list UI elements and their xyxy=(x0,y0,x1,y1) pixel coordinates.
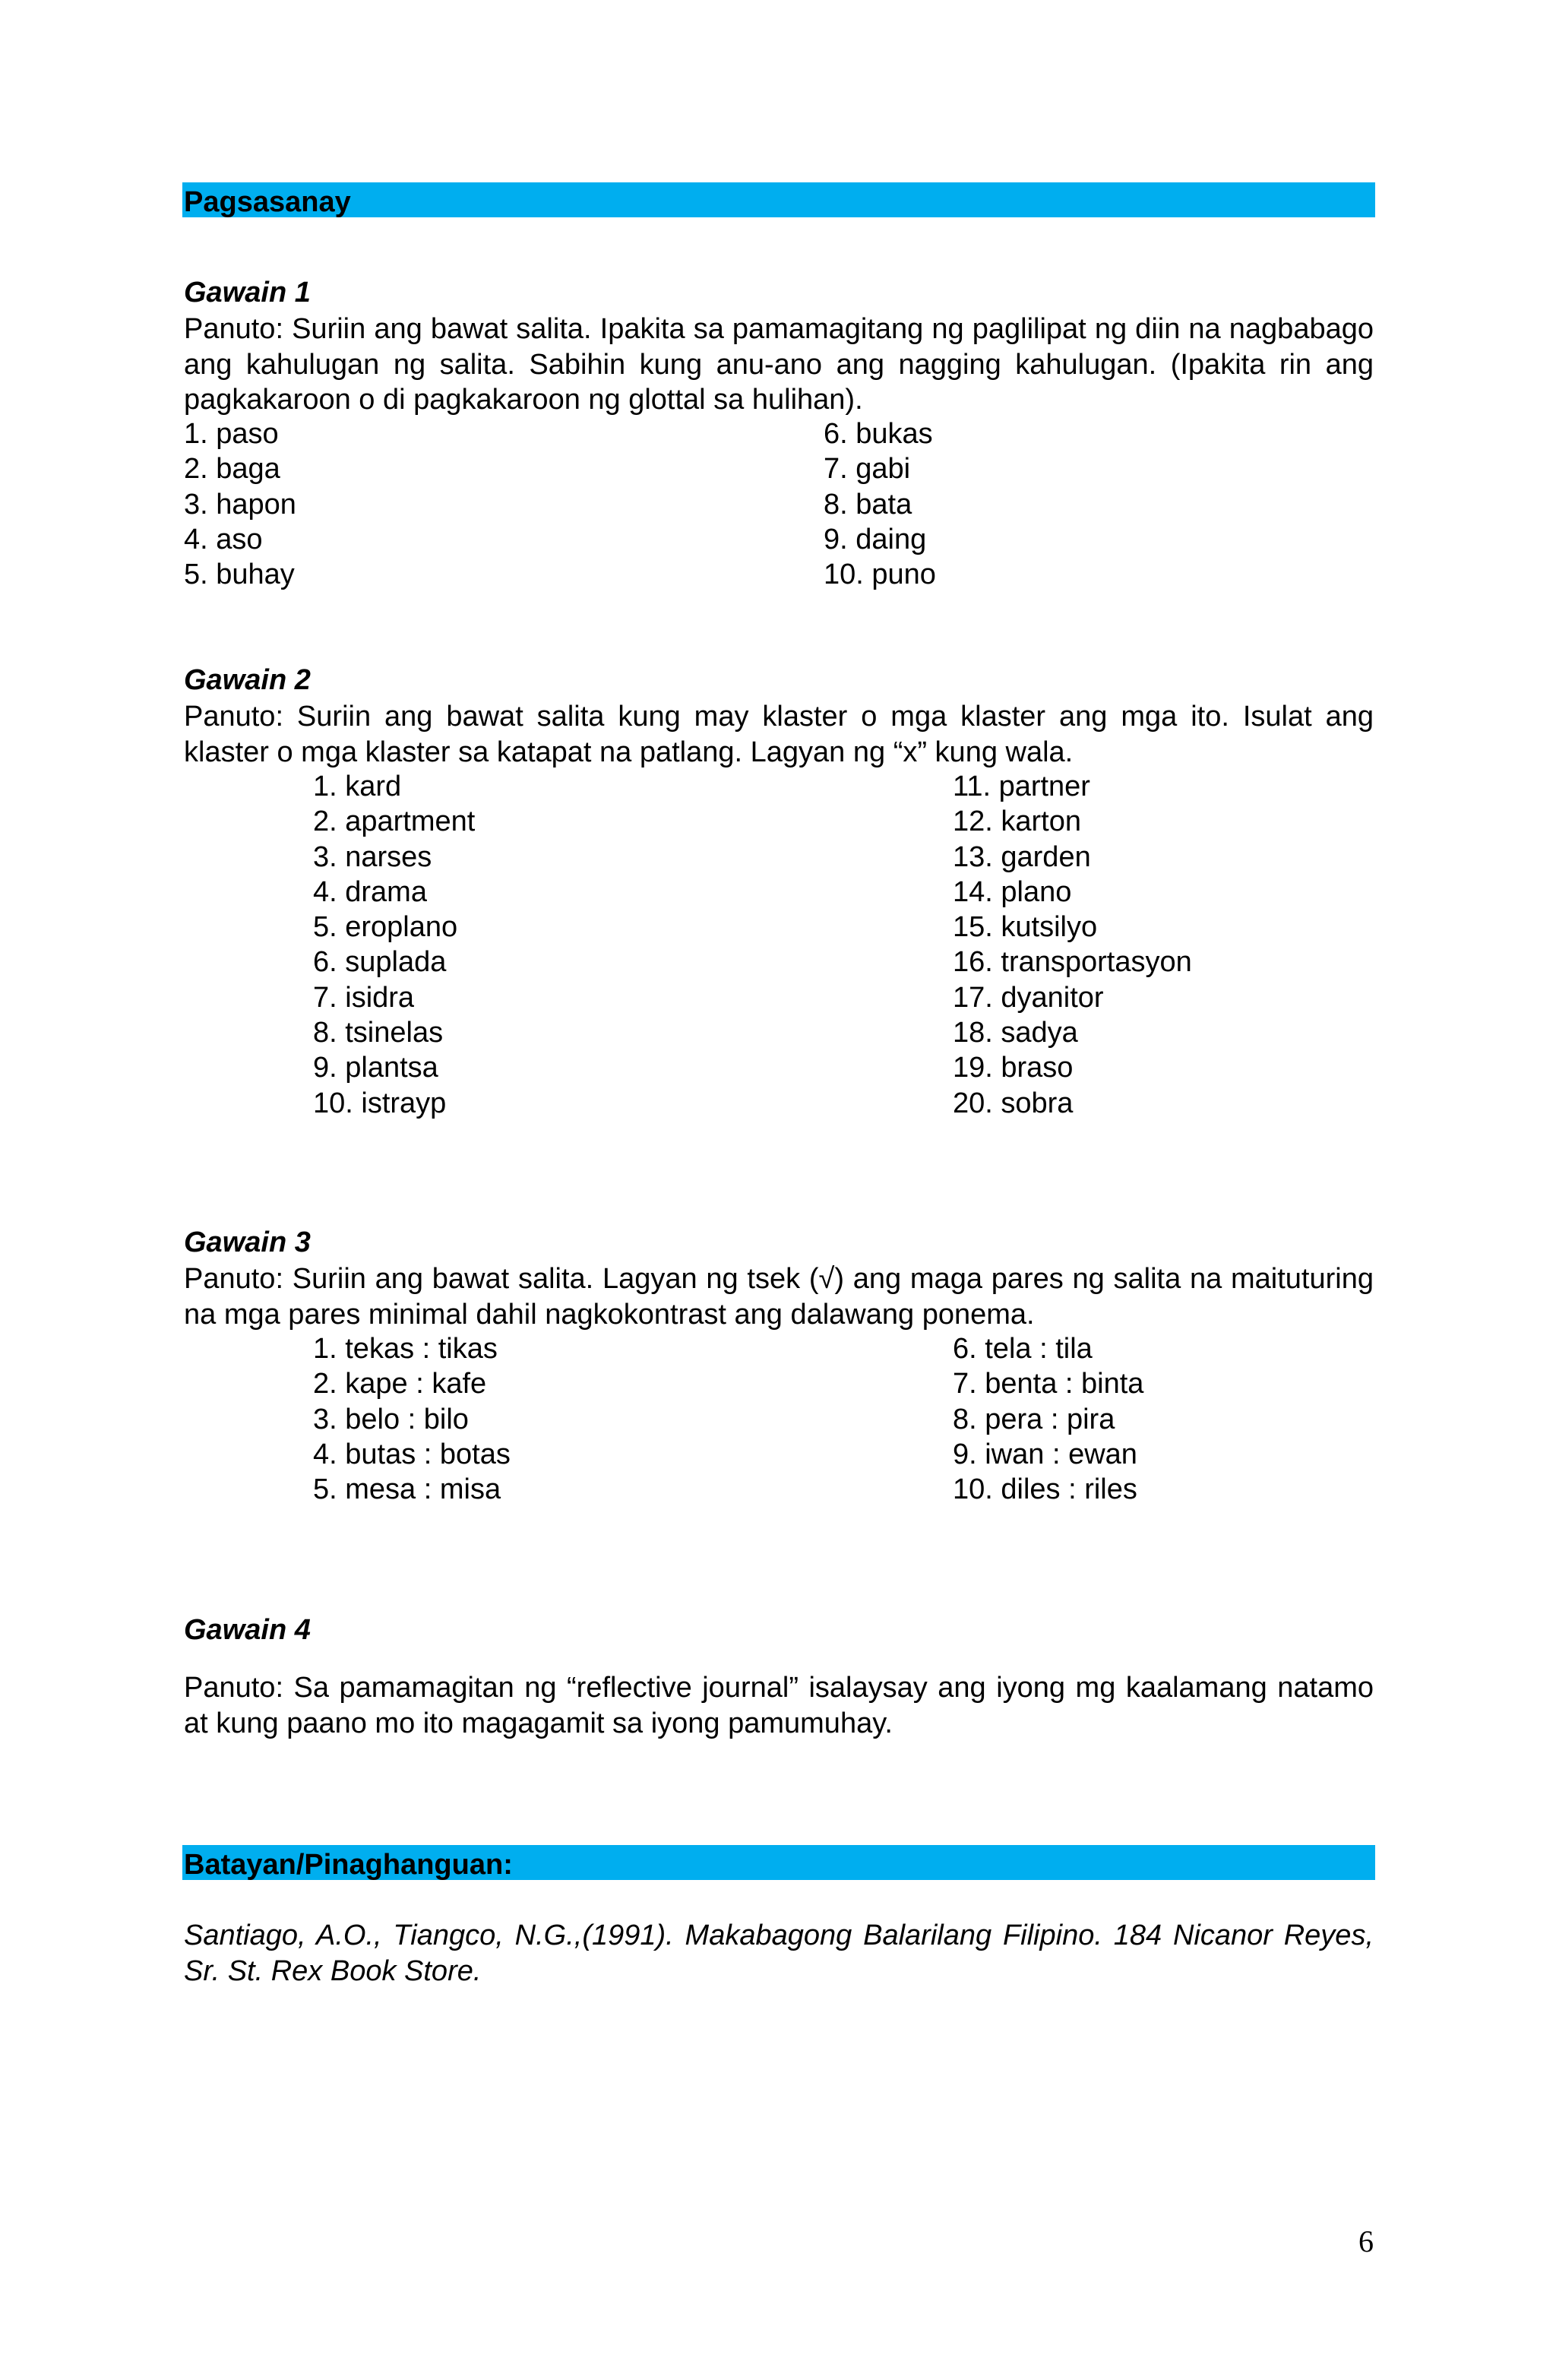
list-item: 13. garden xyxy=(953,840,1091,873)
gawain-3-list-left xyxy=(313,1331,511,1507)
gawain-1-title: Gawain 1 xyxy=(184,277,311,309)
list-item: 9. daing xyxy=(824,523,927,555)
list-item: 3. belo : bilo xyxy=(313,1403,469,1435)
gawain-2-list-right xyxy=(953,769,1192,1121)
section-title-batayan: Batayan/Pinaghanguan: xyxy=(184,1849,513,1881)
list-item: 1. tekas : tikas xyxy=(313,1333,498,1365)
list-item: 20. sobra xyxy=(953,1087,1074,1119)
list-item: 1. paso xyxy=(184,418,279,450)
list-item: 10. diles : riles xyxy=(953,1473,1137,1506)
list-item: 7. benta : binta xyxy=(953,1368,1144,1400)
list-item: 5. eroplano xyxy=(313,911,458,944)
list-item: 3. narses xyxy=(313,840,432,873)
list-item: 8. bata xyxy=(824,488,912,521)
list-item: 4. butas : botas xyxy=(313,1438,511,1470)
list-item: 5. buhay xyxy=(184,559,295,591)
list-item: 7. gabi xyxy=(824,453,911,486)
gawain-2-instruction: Panuto: Suriin ang bawat salita kung may klaster o mga klaster ang mga ito. Isulat ang klaster o mga klaster sa katapat na patlang. Lagyan ng “x” kung wala. xyxy=(184,701,1374,768)
list-item: 2. kape : kafe xyxy=(313,1368,487,1400)
list-item: 4. aso xyxy=(184,523,263,555)
citation: Santiago, A.O., Tiangco, N.G.,(1991). Makabagong Balarilang Filipino. 184 Nicanor Reyes, Sr. St. Rex Book Store. xyxy=(184,1920,1374,1987)
list-item: 15. kutsilyo xyxy=(953,911,1098,944)
list-item: 10. istrayp xyxy=(313,1087,447,1119)
gawain-3-title: Gawain 3 xyxy=(184,1226,311,1258)
gawain-3-list-right xyxy=(953,1331,1143,1507)
gawain-3-instruction: Panuto: Suriin ang bawat salita. Lagyan ng tsek (√) ang maga pares ng salita na maituturing na mga pares minimal dahil nagkokontrast ang dalawang ponema. xyxy=(184,1263,1374,1331)
list-item: 1. kard xyxy=(313,771,402,802)
list-item: 19. braso xyxy=(953,1052,1074,1084)
gawain-1-list-left xyxy=(184,416,296,592)
list-item: 9. plantsa xyxy=(313,1052,438,1084)
list-item: 6. suplada xyxy=(313,946,447,979)
section-band-batayan xyxy=(182,1845,1375,1880)
list-item: 8. pera : pira xyxy=(953,1403,1115,1435)
list-item: 16. transportasyon xyxy=(953,946,1192,979)
list-item: 14. plano xyxy=(953,875,1072,908)
list-item: 12. karton xyxy=(953,805,1081,838)
gawain-2-title: Gawain 2 xyxy=(184,664,311,696)
list-item: 18. sadya xyxy=(953,1017,1078,1049)
gawain-2-list-left xyxy=(313,769,475,1121)
list-item: 9. iwan : ewan xyxy=(953,1438,1137,1470)
page-number: 6 xyxy=(1358,2224,1374,2258)
gawain-4-instruction: Panuto: Sa pamamagitan ng “reflective journal” isalaysay ang iyong mg kaalamang natamo at kung paano mo ito magagamit sa iyong pamumuhay. xyxy=(184,1672,1374,1739)
list-item: 2. apartment xyxy=(313,805,476,838)
list-item: 10. puno xyxy=(824,559,936,591)
section-title-pagsasanay: Pagsasanay xyxy=(184,186,351,218)
list-item: 17. dyanitor xyxy=(953,981,1104,1014)
list-item: 3. hapon xyxy=(184,488,296,521)
list-item: 6. tela : tila xyxy=(953,1333,1093,1365)
list-item: 5. mesa : misa xyxy=(313,1473,501,1506)
list-item: 11. partner xyxy=(953,771,1090,802)
section-band-pagsasanay xyxy=(182,182,1375,217)
list-item: 4. drama xyxy=(313,875,427,908)
list-item: 6. bukas xyxy=(824,418,933,450)
gawain-1-list-right xyxy=(824,416,936,592)
gawain-4-title: Gawain 4 xyxy=(184,1614,311,1646)
list-item: 2. baga xyxy=(184,453,280,486)
gawain-1-instruction: Panuto: Suriin ang bawat salita. Ipakita sa pamamagitang ng paglilipat ng diin na nagbabago ang kahulugan ng salita. Sabihin kung anu-ano ang nagging kahulugan. (Ipakita rin ang pagkakaroon o di pagkakaroon ng glottal sa hulihan). xyxy=(184,313,1374,416)
list-item: 7. isidra xyxy=(313,981,415,1014)
list-item: 8. tsinelas xyxy=(313,1017,444,1049)
